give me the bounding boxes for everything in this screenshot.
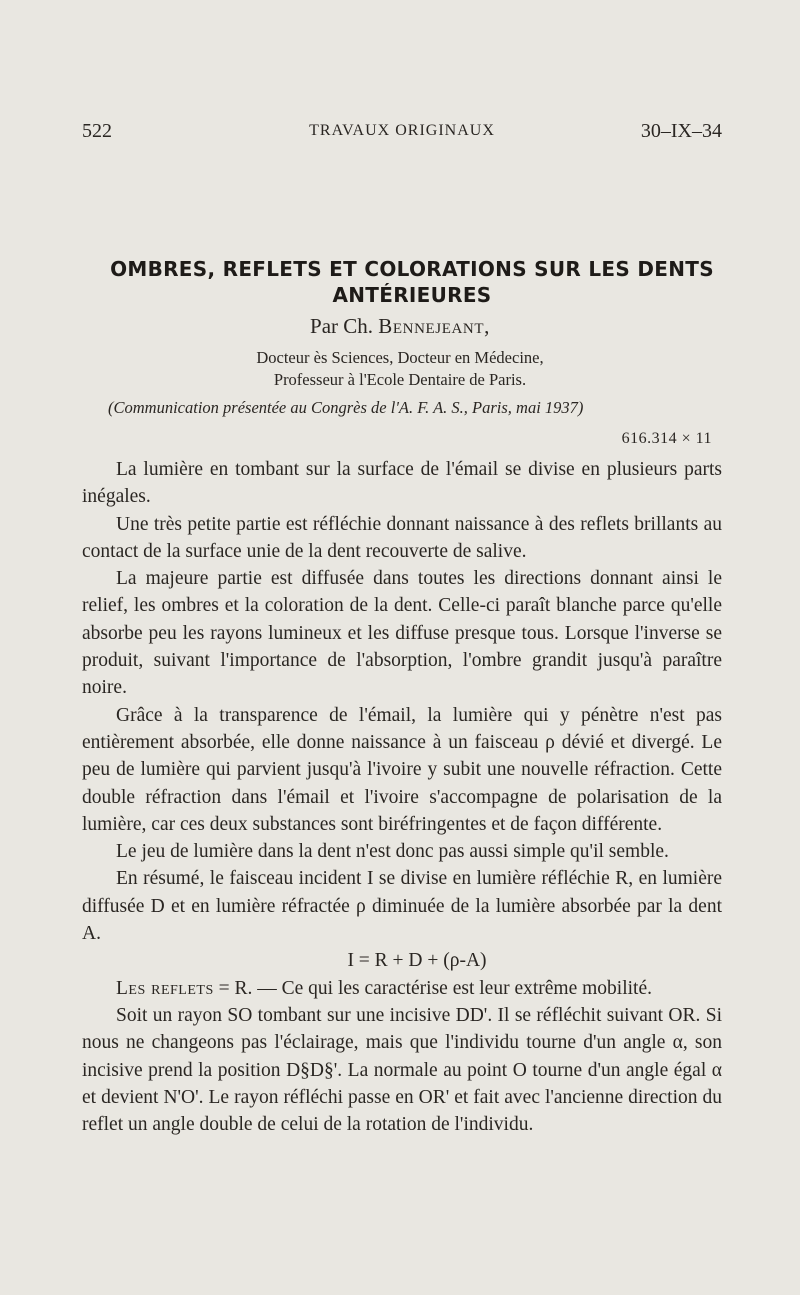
author-name: Bennejeant, xyxy=(378,314,490,338)
author-prefix: Par Ch. xyxy=(310,314,374,338)
article-title-line-1: OMBRES, REFLETS ET COLORATIONS SUR LES DENTS xyxy=(110,257,714,281)
classification-code: 616.314 × 11 xyxy=(621,430,712,447)
communication-note: (Communication présentée au Congrès de l'A. F. A. S., Paris, mai 1937) xyxy=(108,398,584,417)
paragraph: Une très petite partie est réfléchie donnant naissance à des reflets brillants au contact de la surface unie de la dent recouverte de salive. xyxy=(82,513,722,562)
formula: I = R + D + (ρ-A) xyxy=(347,950,487,972)
paragraph-reflets xyxy=(82,975,722,1002)
paragraph: Soit un rayon SO tombant sur une incisive DD'. Il se réfléchit suivant OR. Si nous ne changeons pas l'éclairage, mais que l'individu tourne d'un angle α, son incisive prend la position D§D§'. La normale au point O tourne d'un angle égal α et devient N'O'. Le rayon réfléchi passe en OR' et fait avec l'ancienne direction du reflet un angle double de celui de la rotation de l'individu. xyxy=(82,1004,722,1136)
page-number: 522 xyxy=(82,120,112,142)
article-body xyxy=(82,456,722,1138)
author-credentials-1: Docteur ès Sciences, Docteur en Médecine, xyxy=(256,348,544,367)
paragraph: La majeure partie est diffusée dans toutes les directions donnant ainsi le relief, les ombres et la coloration de la dent. Celle-ci paraît blanche parce qu'elle absorbe peu les rayons lumineux et les diffuse presque tous. Lorsque l'inverse se produit, suivant l'importance de l'absorption, l'ombre grandit jusqu'à paraître noire. xyxy=(82,568,722,699)
paragraph: En résumé, le faisceau incident I se divise en lumière réfléchie R, en lumière diffusée D et en lumière réfractée ρ diminuée de la lumière absorbée par la dent A. xyxy=(82,868,722,945)
paragraph: Grâce à la transparence de l'émail, la lumière qui y pénètre n'est pas entièrement absorbée, elle donne naissance à un faisceau ρ dévié et divergé. Le peu de lumière qui parvient jusqu'à l'ivoire y subit une nouvelle réfraction. Cette double réfraction dans l'émail et l'ivoire s'accompagne de polarisation de la lumière, car ces deux substances sont biréfringentes et de façon différente. xyxy=(82,704,722,835)
author-line xyxy=(0,314,800,339)
section-label: Les reflets xyxy=(116,977,214,999)
running-title: TRAVAUX ORIGINAUX xyxy=(309,122,495,139)
paragraph: La lumière en tombant sur la surface de l'émail se divise en plusieurs parts inégales. xyxy=(82,459,722,508)
paragraph: Le jeu de lumière dans la dent n'est donc pas aussi simple qu'il semble. xyxy=(116,841,669,863)
section-text: = R. — Ce qui les caractérise est leur extrême mobilité. xyxy=(218,977,652,999)
author-credentials-2: Professeur à l'Ecole Dentaire de Paris. xyxy=(273,370,527,389)
article-title-line-2: ANTÉRIEURES xyxy=(332,283,492,307)
running-head xyxy=(82,120,722,150)
header-date: 30–IX–34 xyxy=(640,120,722,142)
article-title xyxy=(100,256,724,308)
